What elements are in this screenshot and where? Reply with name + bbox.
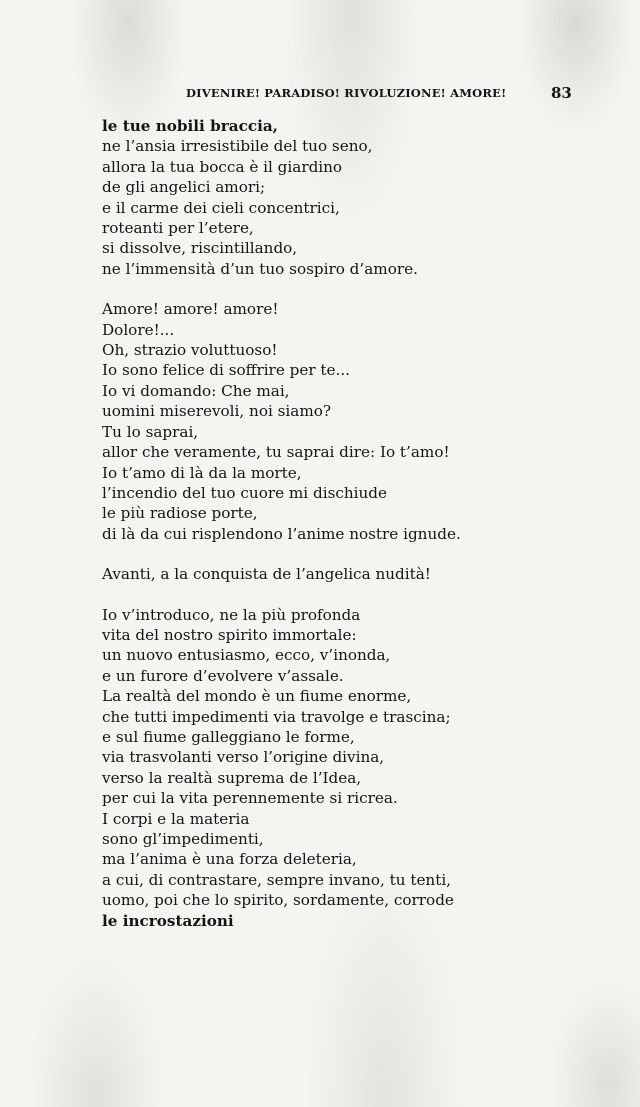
verse-line: de gli angelici amori; xyxy=(102,178,266,197)
verse-line: Io sono felice di soffrire per te... xyxy=(102,361,351,380)
verse-line: uomini miserevoli, noi siamo? xyxy=(102,402,332,421)
running-head: DIVENIRE! PARADISO! RIVOLUZIONE! AMORE! xyxy=(186,86,507,100)
verse-line: I corpi e la materia xyxy=(102,809,250,828)
verse-line: vita del nostro spirito immortale: xyxy=(102,625,357,644)
verse-line: l’incendio del tuo cuore mi dischiude xyxy=(102,483,388,502)
verse-line: verso la realtà suprema de l’Idea, xyxy=(102,768,362,787)
verse-line: ne l’immensità d’un tuo sospiro d’amore. xyxy=(102,259,418,278)
verse-line: un nuovo entusiasmo, ecco, v’inonda, xyxy=(102,646,391,665)
verse-line: Amore! amore! amore! xyxy=(102,300,279,319)
verse-line: Avanti, a la conquista de l’angelica nudità! xyxy=(102,565,431,584)
verse-line: e sul fiume galleggiano le forme, xyxy=(102,727,355,746)
verse-line: sono gl’impedimenti, xyxy=(102,830,264,848)
verse-line: via trasvolanti verso l’origine divina, xyxy=(102,748,385,767)
verse-line: Oh, strazio voluttuoso! xyxy=(102,341,278,360)
verse-line: Io v’introduco, ne la più profonda xyxy=(102,605,361,624)
page-header xyxy=(0,84,640,106)
verse-line: si dissolve, riscintillando, xyxy=(102,239,298,258)
verse-line: ma l’anima è una forza deleteria, xyxy=(102,850,357,869)
poem-body xyxy=(102,116,622,951)
verse-line: per cui la vita perennemente si ricrea. xyxy=(102,789,398,808)
verse-line: e il carme dei cieli concentrici, xyxy=(102,198,340,217)
verse-line: roteanti per l’etere, xyxy=(102,219,254,238)
verse-line: e un furore d’evolvere v’assale. xyxy=(102,666,344,685)
stanza xyxy=(102,299,622,544)
verse-line: le incrostazioni xyxy=(102,911,234,930)
stanza xyxy=(102,605,622,932)
verse-line: Io vi domando: Che mai, xyxy=(102,381,290,400)
verse-line: uomo, poi che lo spirito, sordamente, corrode xyxy=(102,891,454,910)
stanza xyxy=(102,116,622,279)
verse-line: ne l’ansia irresistibile del tuo seno, xyxy=(102,137,373,156)
stanza xyxy=(102,564,622,584)
verse-line: La realtà del mondo è un fiume enorme, xyxy=(102,687,412,706)
verse-line: che tutti impedimenti via travolge e trascina; xyxy=(102,707,451,726)
page-number: 83 xyxy=(551,84,572,102)
verse-line: Dolore!... xyxy=(102,320,175,339)
verse-line: le più radiose porte, xyxy=(102,504,258,523)
verse-line: allora la tua bocca è il giardino xyxy=(102,157,343,176)
verse-line: Tu lo saprai, xyxy=(102,422,199,441)
verse-line: Io t’amo di là da la morte, xyxy=(102,463,302,482)
verse-line: le tue nobili braccia, xyxy=(102,117,278,135)
verse-line: di là da cui risplendono l’anime nostre ignude. xyxy=(102,524,461,543)
verse-line: allor che veramente, tu saprai dire: Io t’amo! xyxy=(102,443,450,462)
verse-line: a cui, di contrastare, sempre invano, tu tenti, xyxy=(102,870,452,889)
